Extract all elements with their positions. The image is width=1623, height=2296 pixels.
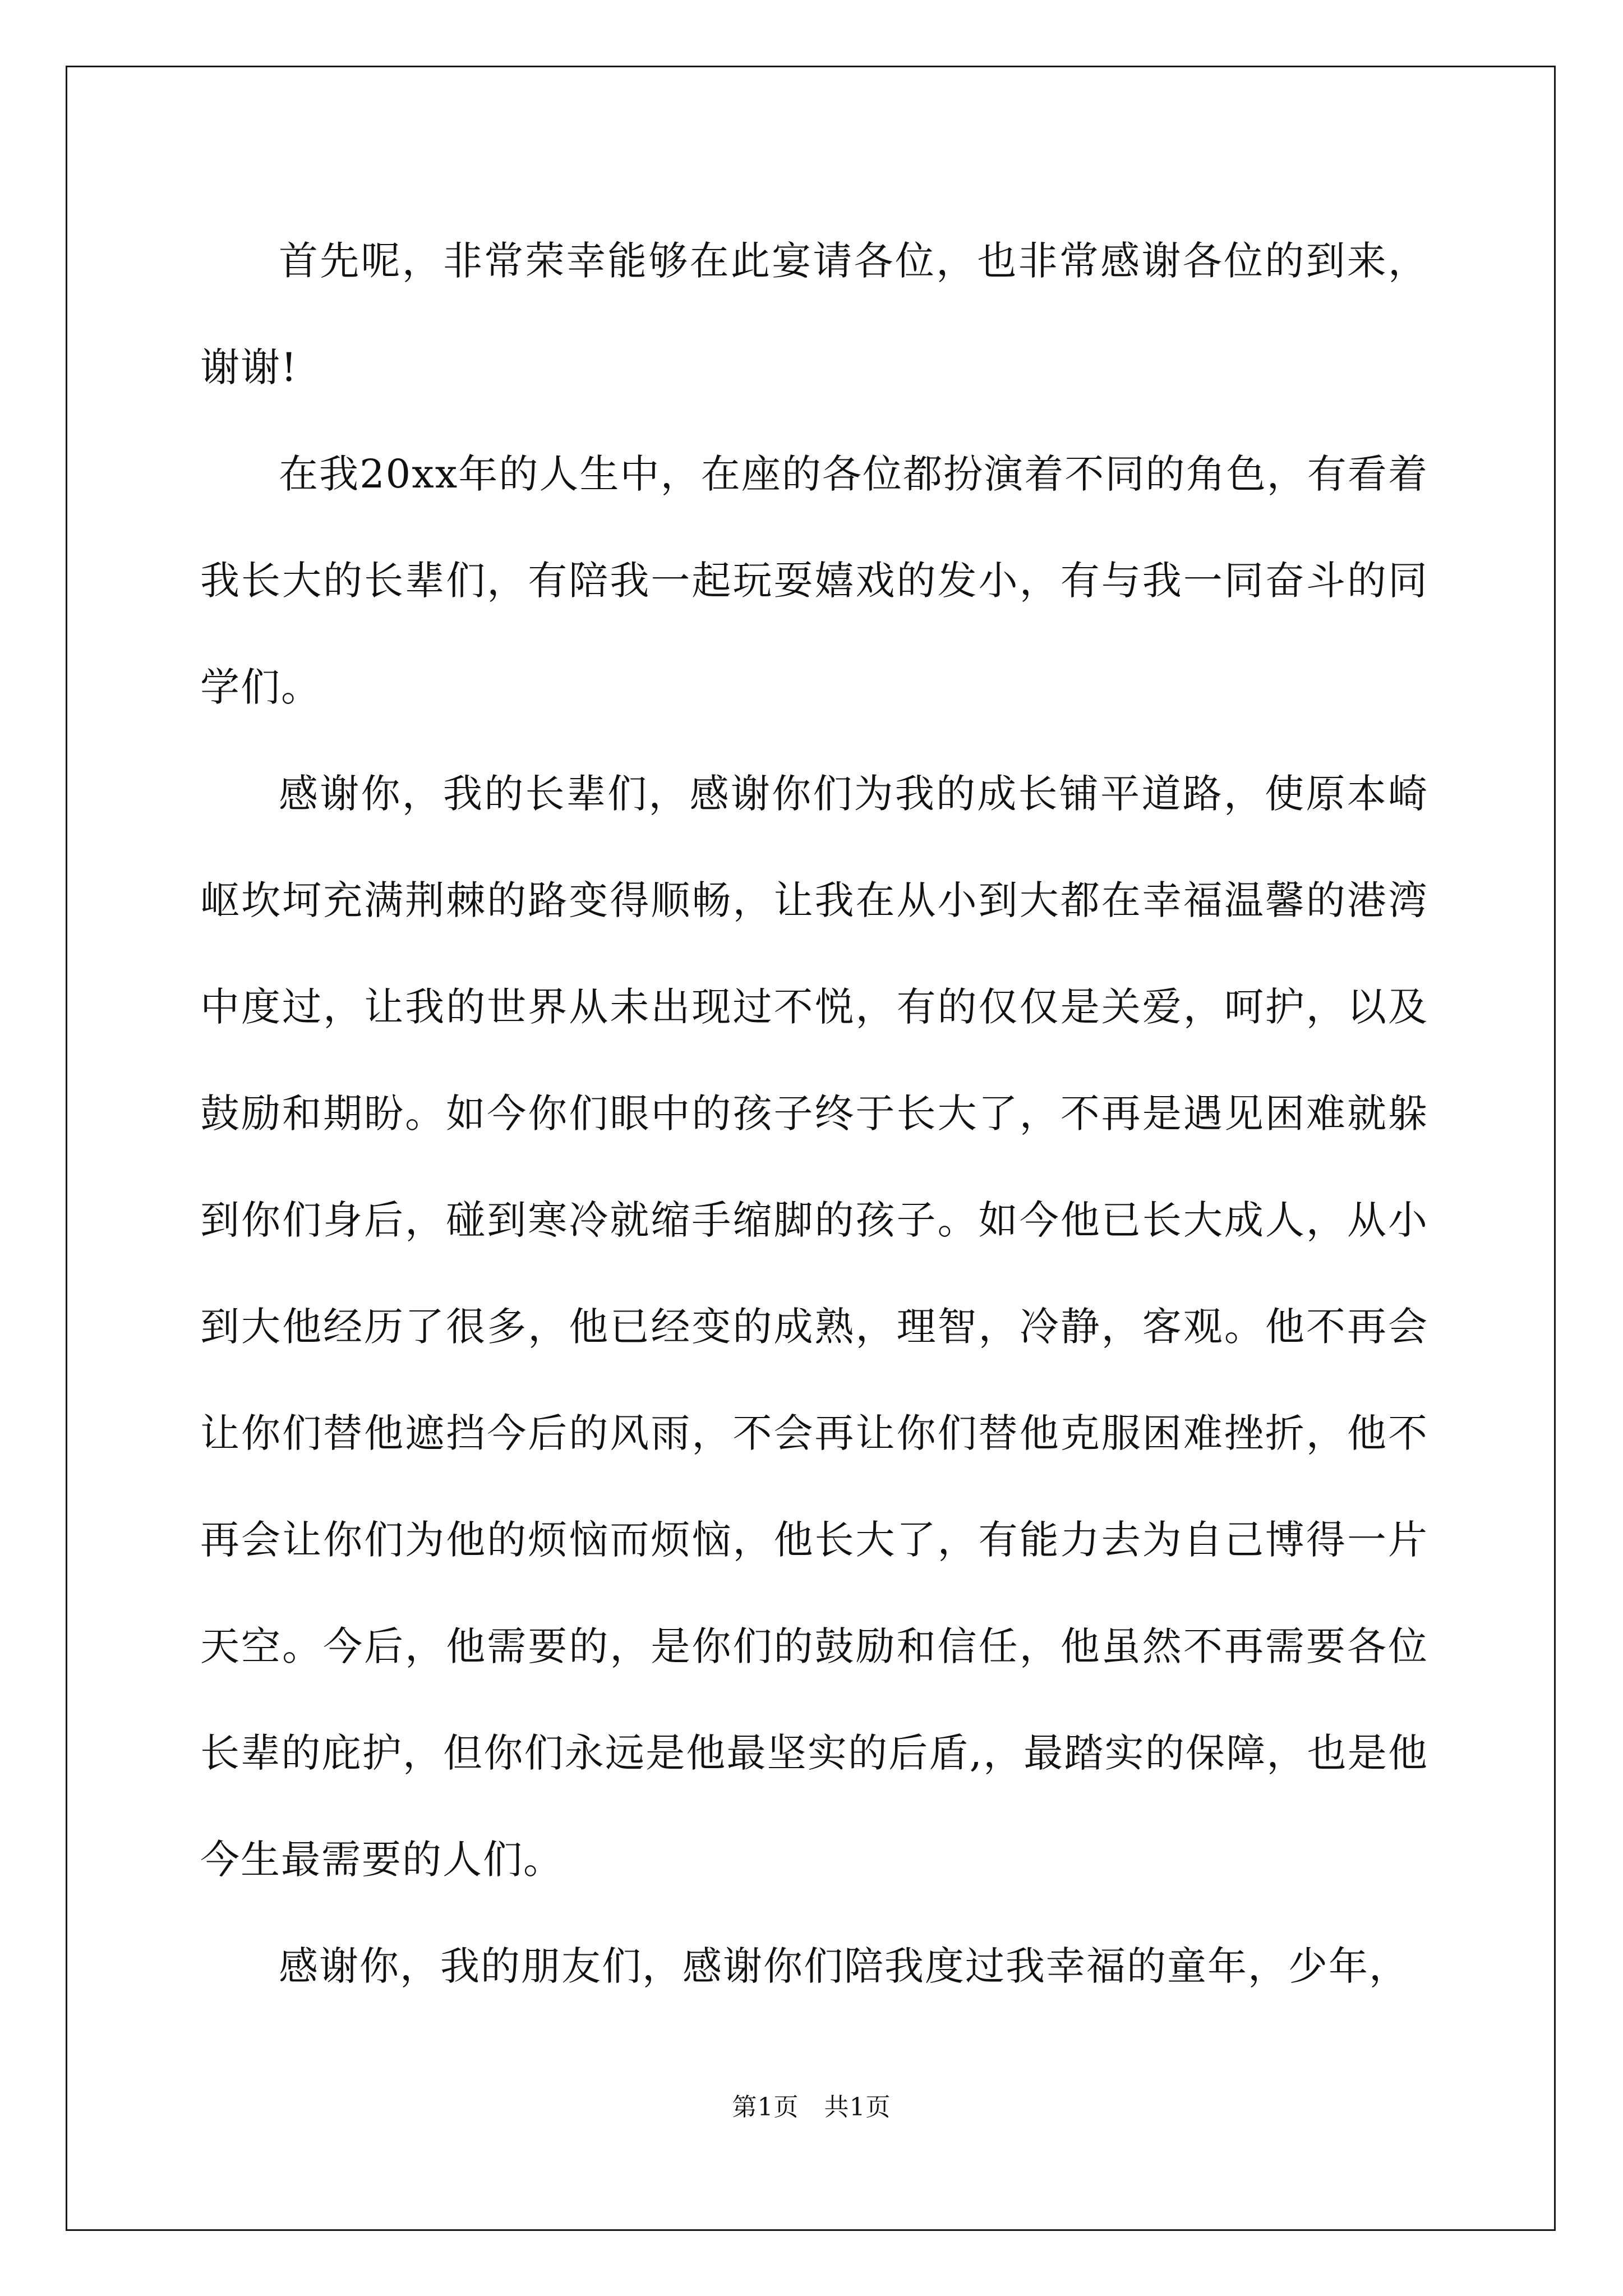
document-body	[200, 208, 1428, 2019]
paragraph-greeting: 首先呢，非常荣幸能够在此宴请各位，也非常感谢各位的到来，谢谢!	[200, 238, 1428, 390]
paragraph-introduction: 在我20xx年的人生中，在座的各位都扮演着不同的角色，有看着我长大的长辈们，有陪我一起玩耍嬉戏的发小，有与我一同奋斗的同学们。	[200, 451, 1428, 710]
paragraph-thanks-friends: 感谢你，我的朋友们，感谢你们陪我度过我幸福的童年，少年，	[279, 1943, 1409, 1989]
paragraph-thanks-elders: 感谢你，我的长辈们，感谢你们为我的成长铺平道路，使原本崎岖坎坷充满荆棘的路变得顺畅，让我在从小到大都在幸福温馨的港湾中度过，让我的世界从未出现过不悦，有的仅仅是关爱，呵护，以及鼓励和期盼。如今你们眼中的孩子终于长大了，不再是遇见困难就躲到你们身后，碰到寒冷就缩手缩脚的孩子。如今他已长大成人，从小到大他经历了很多，他已经变的成熟，理智，冷静，客观。他不再会让你们替他遮挡今后的风雨，不会再让你们替他克服困难挫折，他不再会让你们为他的烦恼而烦恼，他长大了，有能力去为自己博得一片天空。今后，他需要的，是你们的鼓励和信任，他虽然不再需要各位长辈的庇护，但你们永远是他最坚实的后盾,，最踏实的保障，也是他今生最需要的人们。	[200, 771, 1428, 1883]
page-footer: 第1页 共1页	[732, 2093, 891, 2122]
